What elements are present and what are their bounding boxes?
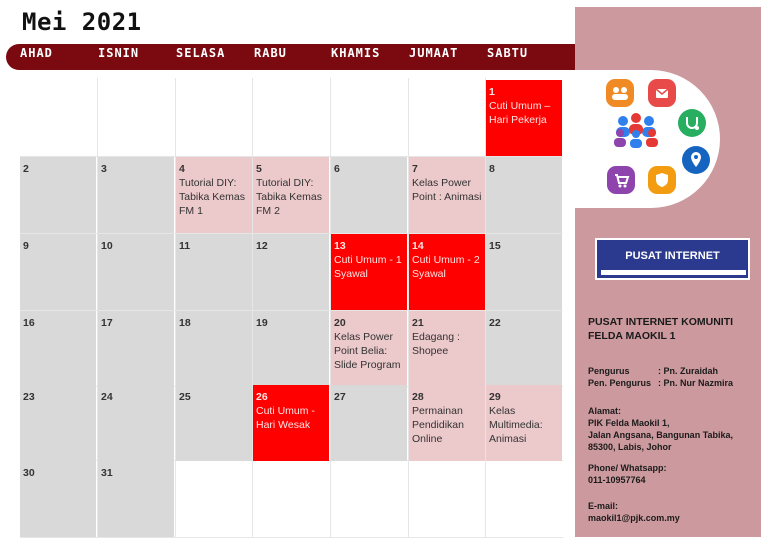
day-cell-3[interactable] — [98, 157, 174, 233]
group-icon — [606, 79, 634, 107]
cart-icon — [607, 166, 635, 194]
day-cell-25[interactable] — [176, 385, 252, 461]
organization-name: PUSAT INTERNET KOMUNITI FELDA MAOKIL 1 — [588, 316, 734, 342]
staff-info — [588, 365, 758, 389]
day-cell-21[interactable] — [409, 311, 485, 387]
day-number: 23 — [23, 391, 35, 403]
pen-pengurus-label: Pen. Pengurus — [588, 378, 652, 388]
day-cell-4[interactable] — [176, 157, 252, 233]
day-number: 29 — [489, 391, 501, 403]
day-event: Cuti Umum – Hari Pekerja — [489, 100, 551, 126]
day-number: 11 — [179, 240, 191, 252]
day-cell-24[interactable] — [98, 385, 174, 461]
day-number: 8 — [489, 163, 495, 175]
day-cell-13[interactable] — [331, 234, 407, 310]
day-number: 13 — [334, 240, 346, 252]
day-event: Kelas Power Point : Animasi — [412, 177, 482, 203]
stethoscope-icon — [678, 109, 706, 137]
weekday-isnin: ISNIN — [98, 46, 140, 60]
day-number: 21 — [412, 317, 424, 329]
pengurus-value: : Pn. Zuraidah — [658, 366, 719, 376]
email-value: maokil1@pjk.com.my — [588, 513, 680, 523]
day-cell-17[interactable] — [98, 311, 174, 387]
day-number: 22 — [489, 317, 501, 329]
weekday-jumaat: JUMAAT — [409, 46, 459, 60]
day-cell-26[interactable] — [253, 385, 329, 461]
day-cell-14[interactable] — [409, 234, 485, 310]
day-cell-9[interactable] — [20, 234, 96, 310]
day-cell-16[interactable] — [20, 311, 96, 387]
day-cell-22[interactable] — [486, 311, 562, 387]
shield-icon — [648, 166, 676, 194]
day-event: Tutorial DIY: Tabika Kemas FM 1 — [179, 177, 245, 217]
pengurus-label: Pengurus — [588, 366, 630, 376]
day-cell-18[interactable] — [176, 311, 252, 387]
grid-line — [20, 537, 563, 538]
day-number: 12 — [256, 240, 268, 252]
banner-logo-strip — [601, 270, 746, 275]
day-event: Cuti Umum - 2 Syawal — [412, 254, 480, 280]
day-number: 1 — [489, 86, 495, 98]
day-number: 10 — [101, 240, 113, 252]
day-cell-19[interactable] — [253, 311, 329, 387]
day-event: Permainan Pendidikan Online — [412, 405, 464, 445]
day-cell-1[interactable] — [486, 80, 562, 156]
day-cell-15[interactable] — [486, 234, 562, 310]
day-event: Kelas Multimedia: Animasi — [489, 405, 543, 445]
day-number: 9 — [23, 240, 29, 252]
day-number: 14 — [412, 240, 424, 252]
day-cell-12[interactable] — [253, 234, 329, 310]
day-number: 25 — [179, 391, 191, 403]
day-cell-5[interactable] — [253, 157, 329, 233]
day-event: Cuti Umum - Hari Wesak — [256, 405, 315, 431]
address-block — [588, 405, 758, 453]
email-label: E-mail: — [588, 501, 619, 511]
day-number: 20 — [334, 317, 346, 329]
mail-icon — [648, 79, 676, 107]
address-line: Jalan Angsana, Bangunan Tabika, — [588, 430, 734, 440]
day-number: 27 — [334, 391, 346, 403]
pen-pengurus-value: : Pn. Nur Nazmira — [658, 378, 734, 388]
day-number: 4 — [179, 163, 185, 175]
weekday-rabu: RABU — [254, 46, 287, 60]
day-cell-27[interactable] — [331, 385, 407, 461]
day-cell-7[interactable] — [409, 157, 485, 233]
day-number: 19 — [256, 317, 268, 329]
day-number: 30 — [23, 467, 35, 479]
day-number: 6 — [334, 163, 340, 175]
day-cell-28[interactable] — [409, 385, 485, 461]
day-number: 5 — [256, 163, 262, 175]
day-number: 31 — [101, 467, 113, 479]
day-number: 2 — [23, 163, 29, 175]
day-number: 18 — [179, 317, 191, 329]
day-cell-8[interactable] — [486, 157, 562, 233]
weekday-khamis: KHAMIS — [331, 46, 381, 60]
address-label: Alamat: — [588, 406, 622, 416]
weekday-ahad: AHAD — [20, 46, 53, 60]
day-cell-11[interactable] — [176, 234, 252, 310]
day-number: 16 — [23, 317, 35, 329]
day-number: 3 — [101, 163, 107, 175]
address-line: 85300, Labis, Johor — [588, 442, 672, 452]
day-number: 28 — [412, 391, 424, 403]
day-cell-20[interactable] — [331, 311, 407, 387]
month-title: Mei 2021 — [22, 8, 142, 36]
day-event: Tutorial DIY: Tabika Kemas FM 2 — [256, 177, 322, 217]
day-cell-6[interactable] — [331, 157, 407, 233]
day-cell-10[interactable] — [98, 234, 174, 310]
day-number: 26 — [256, 391, 268, 403]
phone-block — [588, 462, 758, 486]
address-line: PIK Felda Maokil 1, — [588, 418, 670, 428]
day-number: 17 — [101, 317, 113, 329]
phone-label: Phone/ Whatsapp: — [588, 463, 667, 473]
location-icon — [682, 146, 710, 174]
people-icon — [610, 112, 662, 153]
phone-value: 011-10957764 — [588, 475, 646, 485]
day-event: Cuti Umum - 1 Syawal — [334, 254, 402, 280]
day-number: 15 — [489, 240, 501, 252]
weekday-sabtu: SABTU — [487, 46, 529, 60]
day-cell-29[interactable] — [486, 385, 562, 461]
day-number: 7 — [412, 163, 418, 175]
weekday-selasa: SELASA — [176, 46, 226, 60]
day-cell-30[interactable] — [20, 461, 96, 537]
day-event: Edagang : Shopee — [412, 331, 460, 357]
email-block — [588, 500, 758, 524]
day-cell-2[interactable] — [20, 157, 96, 233]
day-number: 24 — [101, 391, 113, 403]
day-cell-31[interactable] — [98, 461, 174, 537]
day-cell-23[interactable] — [20, 385, 96, 461]
pusat-internet-banner — [595, 238, 750, 280]
banner-title: PUSAT INTERNET — [625, 250, 720, 262]
day-event: Kelas Power Point Belia: Slide Program — [334, 331, 401, 371]
